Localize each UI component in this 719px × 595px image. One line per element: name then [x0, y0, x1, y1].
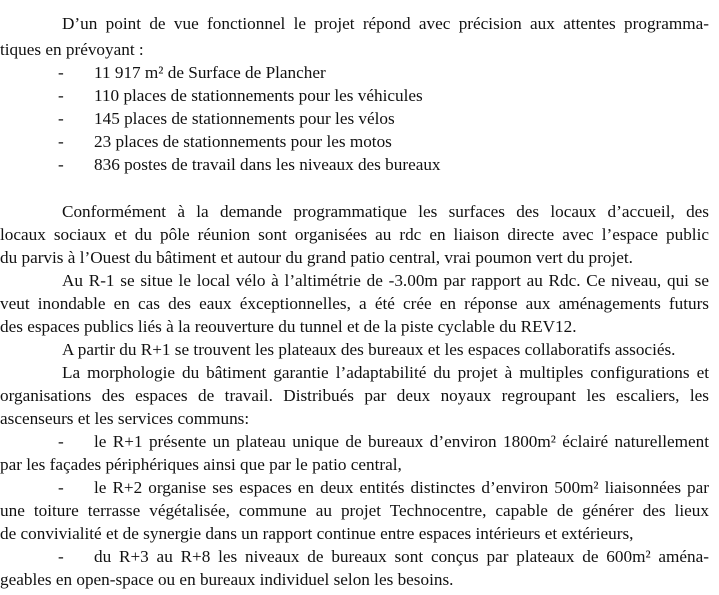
floor-item-r3-line-1: du R+3 au R+8 les niveaux de bureaux sont conçus par plateaux de 600m² aména- — [94, 547, 709, 566]
para-r1-line-2: veut inondable en cas des eaux éxceptionnelles, a été crée en réponse aux aménagements futurs — [0, 294, 709, 313]
list-item: 11 917 m² de Surface de Plancher — [94, 63, 326, 82]
para-r1plus: A partir du R+1 se trouvent les plateaux des bureaux et les espaces collaboratifs associés. — [62, 340, 676, 359]
list-item: 836 postes de travail dans les niveaux des bureaux — [94, 155, 441, 174]
list-dash: - — [58, 132, 64, 151]
para-r1-line-1: Au R-1 se situe le local vélo à l’altimétrie de -3.00m par rapport au Rdc. Ce niveau, qui se — [62, 271, 709, 290]
para-conformement-line-1: Conformément à la demande programmatique les surfaces des locaux d’accueil, des — [62, 202, 709, 221]
list-item: 145 places de stationnements pour les vélos — [94, 109, 395, 128]
list-dash: - — [58, 63, 64, 82]
list-dash: - — [58, 155, 64, 174]
floor-item-r2-line-1: le R+2 organise ses espaces en deux entités distinctes d’environ 500m² liaisonnées par — [94, 478, 709, 497]
para-conformement-line-3: du parvis à l’Ouest du bâtiment et autour du grand patio central, vrai poumon vert du projet. — [0, 248, 633, 267]
floor-item-r3-line-2: geables en open-space ou en bureaux individuel selon les besoins. — [0, 570, 454, 589]
intro-line-1: D’un point de vue fonctionnel le projet répond avec précision aux attentes programma- — [62, 14, 709, 33]
list-item: 23 places de stationnements pour les motos — [94, 132, 392, 151]
para-conformement-line-2: locaux sociaux et du pôle réunion sont organisées au rdc en liaison directe avec l’espace public — [0, 225, 709, 244]
list-dash: - — [58, 109, 64, 128]
floor-item-r2-line-2: une toiture terrasse végétalisée, commune au projet Technocentre, capable de générer des lieux — [0, 501, 709, 520]
para-morpho-line-1: La morphologie du bâtiment garantie l’adaptabilité du projet à multiples configurations et — [62, 363, 709, 382]
para-r1-line-3: des espaces publics liés à la reouverture du tunnel et de la piste cyclable du REV12. — [0, 317, 577, 336]
list-item: 110 places de stationnements pour les véhicules — [94, 86, 423, 105]
floor-item-r1-line-1: le R+1 présente un plateau unique de bureaux d’environ 1800m² éclairé naturellement — [94, 432, 709, 451]
floor-item-r2-line-3: de convivialité et de synergie dans un rapport continue entre espaces intérieurs et extérieurs, — [0, 524, 634, 543]
floor-item-r1-line-2: par les façades périphériques ainsi que par le patio central, — [0, 455, 402, 474]
para-morpho-line-2: organisations des espaces de travail. Distribués par deux noyaux regroupant les escaliers, les — [0, 386, 709, 405]
list-dash: - — [58, 432, 64, 451]
list-dash: - — [58, 478, 64, 497]
list-dash: - — [58, 86, 64, 105]
intro-line-2: tiques en prévoyant : — [0, 40, 144, 59]
list-dash: - — [58, 547, 64, 566]
para-morpho-line-3: ascenseurs et les services communs: — [0, 409, 250, 428]
